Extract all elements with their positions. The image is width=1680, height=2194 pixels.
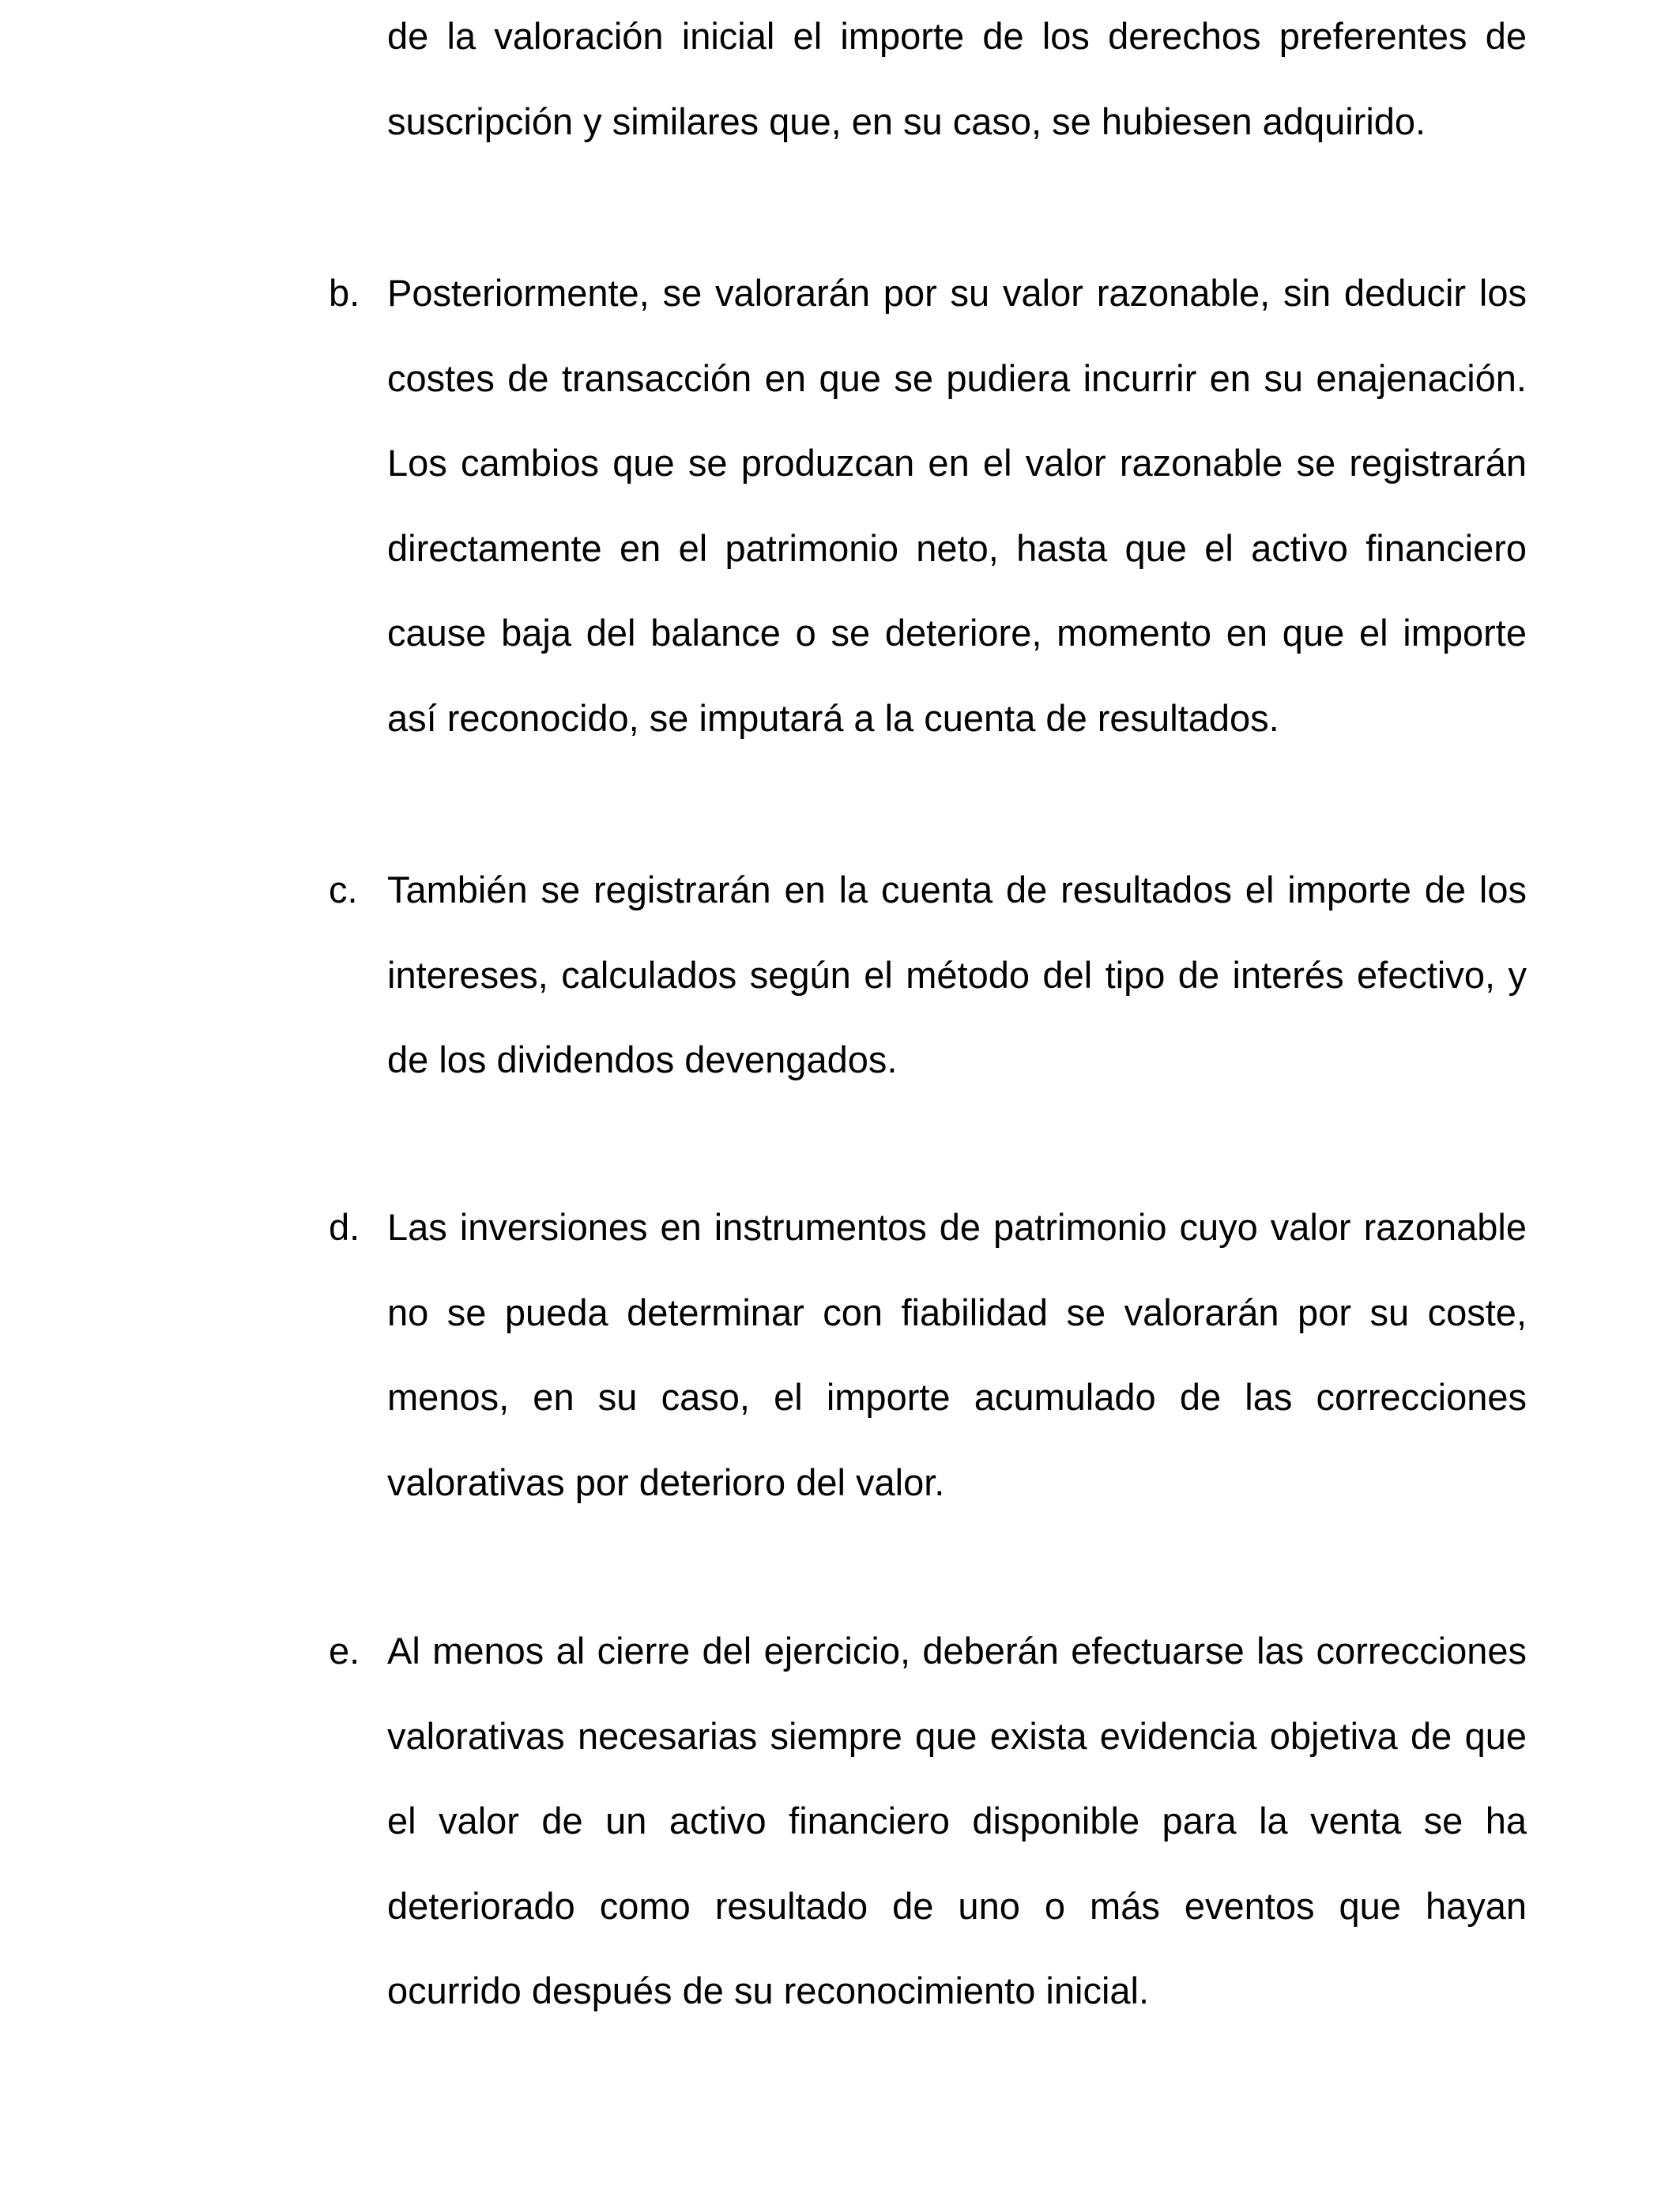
list-marker: e. — [329, 1630, 360, 1672]
list-item-text: También se registrarán en la cuenta de resultados el importe de los intereses, calculados según el método del tipo de interés efectivo, y de los dividendos devengados. — [387, 869, 1527, 1080]
list-item-e — [329, 1608, 1527, 2034]
list-item-text: Al menos al cierre del ejercicio, deberán efectuarse las correcciones valorativas necesarias siempre que exista evidencia objetiva de que el valor de un activo financiero disponible para la venta se ha deteriorado como resultado de uno o más eventos que hayan ocurrido después de su reconocimiento inicial. — [387, 1630, 1527, 2011]
list-item-d — [329, 1185, 1527, 1525]
continued-paragraph: de la valoración inicial el importe de los derechos preferentes de suscripción y similares que, en su caso, se hubiesen adquirido. — [387, 15, 1527, 142]
list-marker: d. — [329, 1206, 360, 1248]
list-marker: c. — [329, 869, 358, 910]
list-marker: b. — [329, 272, 360, 314]
list-item-c — [329, 847, 1527, 1103]
list-item-b — [329, 251, 1527, 760]
list-item-text: Posteriormente, se valorarán por su valor razonable, sin deducir los costes de transacción en que se pudiera incurrir en su enajenación. Los cambios que se produzcan en el valor razonable se registrarán directamente en el patrimonio neto, hasta que el activo financiero cause baja del balance o se deteriore, momento en que el importe así reconocido, se imputará a la cuenta de resultados. — [387, 272, 1527, 739]
list-item-text: Las inversiones en instrumentos de patrimonio cuyo valor razonable no se pueda determinar con fiabilidad se valorarán por su coste, menos, en su caso, el importe acumulado de las correcciones valorativas por deterioro del valor. — [387, 1206, 1527, 1503]
continued-list-item — [329, 0, 1527, 164]
